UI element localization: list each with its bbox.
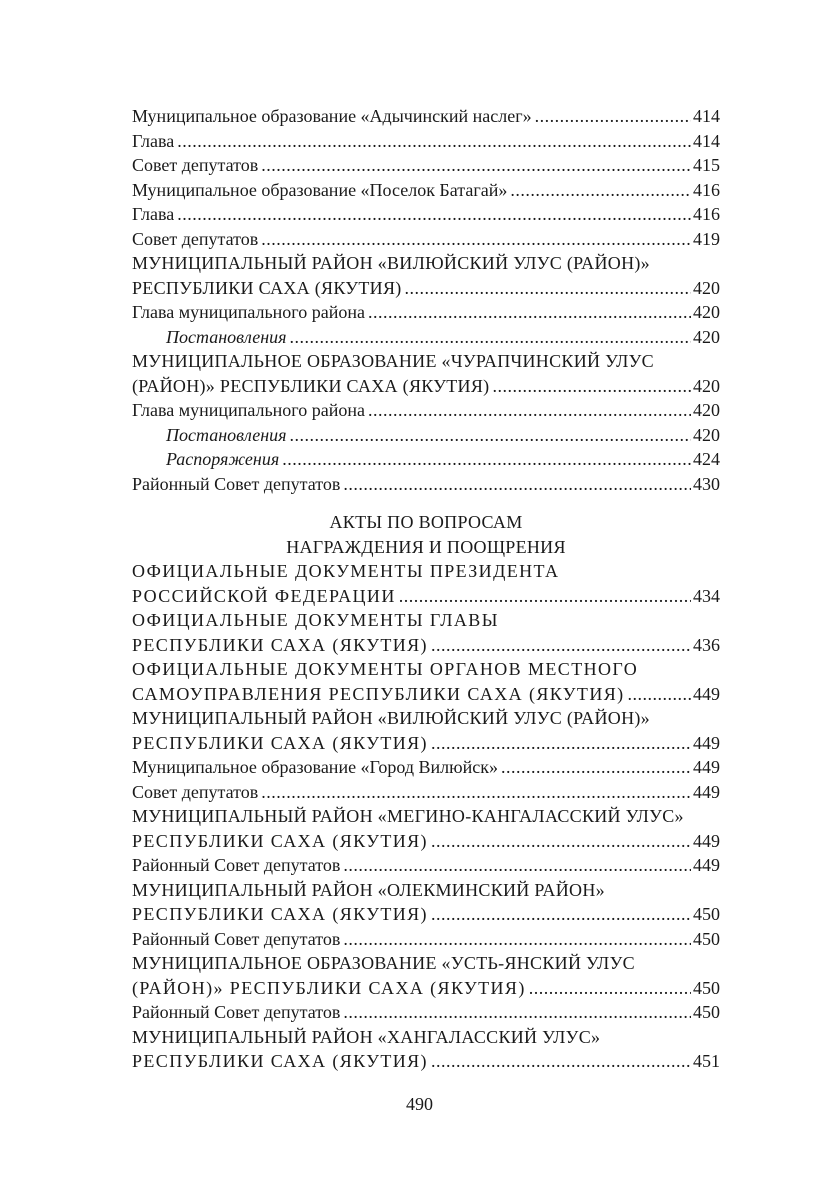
dot-leader [431,902,691,927]
toc-entry-page: 449 [693,683,720,704]
section-gap [132,496,720,510]
toc-entry-title: МУНИЦИПАЛЬНЫЙ РАЙОН «ОЛЕКМИНСКИЙ РАЙОН» [132,879,605,900]
toc-entry-title: Районный Совет депутатов [132,928,341,949]
toc-entry [132,227,720,252]
toc-entry-page: 449 [693,830,720,851]
toc-entry [132,853,720,878]
dot-leader [431,633,691,658]
toc-entry [132,804,720,829]
toc-entry-title: РЕСПУБЛИКИ САХА (ЯКУТИЯ) [132,904,428,924]
toc-entry-page: 415 [693,155,720,175]
toc-entry-title: Муниципальное образование «Город Вилюйск» [132,757,498,777]
toc-entry [132,755,720,780]
toc-entry [132,1025,720,1050]
toc-entry-title: Совет депутатов [132,781,259,802]
toc-entry [132,657,720,682]
section-heading [132,510,720,559]
toc-entry [132,104,720,129]
toc-entry-title: Районный Совет депутатов [132,855,341,875]
dot-leader [431,829,691,854]
toc-entry [132,398,720,423]
dot-leader [368,300,691,325]
toc-entry-page: 419 [693,228,720,249]
toc-entry [132,325,720,350]
toc-entry [132,276,720,301]
toc-entry [132,300,720,325]
toc-entry-title: Совет депутатов [132,155,259,175]
toc-entry [132,608,720,633]
toc-entry-title: РЕСПУБЛИКИ САХА (ЯКУТИЯ) [132,830,428,851]
toc-entry-page: 451 [693,1051,720,1071]
toc-entry-title: МУНИЦИПАЛЬНЫЙ РАЙОН «ХАНГАЛАССКИЙ УЛУС» [132,1026,601,1047]
toc-entry [132,1049,720,1074]
toc-entry-title: Глава [132,130,175,151]
section-heading-line: НАГРАЖДЕНИЯ И ПООЩРЕНИЯ [286,536,566,557]
toc-entry [132,780,720,805]
toc-entry [132,423,720,448]
toc-entry-page: 420 [693,424,720,445]
toc-entry-page: 420 [693,375,720,396]
toc-entry-title: РЕСПУБЛИКИ САХА (ЯКУТИЯ) [132,1051,428,1071]
toc-entry-title: Глава муниципального района [132,302,365,322]
dot-leader [343,927,691,952]
toc-entry-page: 424 [693,449,720,469]
toc-entry [132,472,720,497]
dot-leader [628,682,691,707]
dot-leader [261,227,691,252]
dot-leader [343,1000,691,1025]
toc-entry-title: МУНИЦИПАЛЬНЫЙ РАЙОН «ВИЛЮЙСКИЙ УЛУС (РАЙОН)» [132,708,650,728]
toc-entry [132,584,720,609]
toc-entry [132,633,720,658]
toc-entry-page: 420 [693,326,720,347]
toc-entry-page: 449 [693,855,720,875]
toc-entry-title: МУНИЦИПАЛЬНЫЙ РАЙОН «МЕГИНО-КАНГАЛАССКИЙ УЛУС» [132,806,684,826]
toc-entry-title: МУНИЦИПАЛЬНЫЙ РАЙОН «ВИЛЮЙСКИЙ УЛУС (РАЙОН)» [132,253,650,273]
dot-leader [343,853,691,878]
toc-entry-page: 449 [693,757,720,777]
dot-leader [282,447,691,472]
toc-entry-page: 414 [693,130,720,151]
toc-entry-title: РЕСПУБЛИКИ САХА (ЯКУТИЯ) [132,732,428,753]
dot-leader [290,423,691,448]
table-of-contents [132,104,720,1074]
toc-entry-title: САМОУПРАВЛЕНИЯ РЕСПУБЛИКИ САХА (ЯКУТИЯ) [132,683,625,704]
toc-entry-page: 416 [693,179,720,200]
toc-entry [132,447,720,472]
toc-entry-title: Распоряжения [166,449,280,469]
toc-entry [132,706,720,731]
dot-leader [343,472,691,497]
toc-entry-title: ОФИЦИАЛЬНЫЕ ДОКУМЕНТЫ ГЛАВЫ [132,610,499,630]
toc-entry-title: Глава [132,204,175,224]
toc-entry-title: (РАЙОН)» РЕСПУБЛИКИ САХА (ЯКУТИЯ) [132,977,526,998]
dot-leader [399,584,691,609]
toc-entry-title: ОФИЦИАЛЬНЫЕ ДОКУМЕНТЫ ПРЕЗИДЕНТА [132,561,560,581]
toc-entry-page: 420 [693,302,720,322]
page-number: 490 [406,1094,433,1114]
dot-leader [290,325,691,350]
toc-section-bottom [132,559,720,1074]
toc-entry [132,731,720,756]
toc-entry [132,153,720,178]
toc-entry-title: ОФИЦИАЛЬНЫЕ ДОКУМЕНТЫ ОРГАНОВ МЕСТНОГО [132,659,639,679]
toc-entry-page: 436 [693,634,720,655]
toc-entry [132,178,720,203]
toc-entry-title: Районный Совет депутатов [132,473,341,494]
toc-entry-title: МУНИЦИПАЛЬНОЕ ОБРАЗОВАНИЕ «УСТЬ-ЯНСКИЙ УЛУС [132,953,635,973]
toc-entry [132,349,720,374]
dot-leader [177,129,691,154]
toc-entry-title: МУНИЦИПАЛЬНОЕ ОБРАЗОВАНИЕ «ЧУРАПЧИНСКИЙ УЛУС [132,351,654,371]
toc-entry-title: Районный Совет депутатов [132,1002,341,1022]
toc-entry-title: Муниципальное образование «Адычинский наслег» [132,106,532,126]
toc-entry [132,902,720,927]
toc-entry-title: Постановления [166,424,287,445]
dot-leader [529,976,691,1001]
toc-entry [132,129,720,154]
toc-entry [132,682,720,707]
dot-leader [368,398,691,423]
dot-leader [431,731,691,756]
toc-entry [132,251,720,276]
dot-leader [261,153,691,178]
toc-entry-title: Постановления [166,326,287,347]
toc-entry-page: 420 [693,277,720,298]
toc-entry-title: РЕСПУБЛИКИ САХА (ЯКУТИЯ) [132,634,428,655]
toc-entry-page: 434 [693,585,720,606]
dot-leader [177,202,691,227]
dot-leader [261,780,691,805]
toc-section-top [132,104,720,496]
dot-leader [405,276,691,301]
toc-entry-title: Глава муниципального района [132,400,365,420]
toc-entry [132,202,720,227]
toc-entry [132,976,720,1001]
dot-leader [501,755,691,780]
toc-entry-page: 449 [693,781,720,802]
toc-entry-page: 450 [693,977,720,998]
toc-entry-page: 450 [693,1002,720,1022]
section-heading-line: АКТЫ ПО ВОПРОСАМ [329,512,523,532]
toc-entry-title: (РАЙОН)» РЕСПУБЛИКИ САХА (ЯКУТИЯ) [132,375,490,396]
dot-leader [535,104,691,129]
toc-entry-page: 430 [693,473,720,494]
toc-entry-page: 416 [693,204,720,224]
toc-entry [132,559,720,584]
toc-entry-title: РОССИЙСКОЙ ФЕДЕРАЦИИ [132,585,396,606]
toc-entry [132,829,720,854]
toc-entry-title: Совет депутатов [132,228,259,249]
dot-leader [510,178,691,203]
toc-entry-page: 420 [693,400,720,420]
toc-entry-page: 449 [693,732,720,753]
toc-entry-page: 450 [693,904,720,924]
toc-entry-page: 450 [693,928,720,949]
dot-leader [431,1049,691,1074]
toc-entry [132,878,720,903]
toc-entry [132,1000,720,1025]
toc-entry [132,927,720,952]
toc-entry [132,374,720,399]
toc-entry [132,951,720,976]
toc-entry-title: РЕСПУБЛИКИ САХА (ЯКУТИЯ) [132,277,402,298]
dot-leader [492,374,691,399]
toc-entry-page: 414 [693,106,720,126]
toc-entry-title: Муниципальное образование «Поселок Батагай» [132,179,508,200]
